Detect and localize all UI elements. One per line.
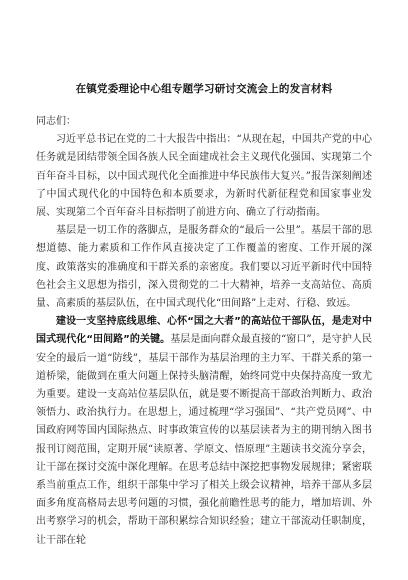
paragraph-2 xyxy=(36,222,372,313)
document-title: 在镇党委理论中心组专题学习研讨交流会上的发言材料 xyxy=(75,83,333,95)
paragraph-2-text: 基层是一切工作的落脚点，是服务群众的“最后一公里”。基层干部的思想道德、能力素质和工作作风直接决定了工作覆盖的密度、工作开展的深度、政策落实的准确度和干群关系的亲密度。我们要以习近平新时代中国特色社会主义思想为指引，深入贯彻党的二十大精神，培养一支高站位、高质量、高素质的基层队伍，在中国式现代化“田间路”上走对、行稳、致远。 xyxy=(36,225,372,310)
document-body xyxy=(36,113,372,550)
paragraph-3 xyxy=(36,313,372,550)
paragraph-3-lead: 建设一支坚持底线思维、心怀“国之大者”的高站位干部队伍，是走对中国式现代化“田间路”的关键。 xyxy=(36,316,372,346)
paragraph-1 xyxy=(36,131,372,222)
paragraph-3-text: 基层是面向群众最直接的“窗口”，是守护人民安全的最后一道“防线”，基层干部作为基层治理的主力军、干群关系的第一道桥梁，能做到在重大问题上保持头脑清醒，始终同党中央保持高度一致尤为重要。建设一支高站位基层队伍，就是要不断提高干部政治判断力、政治领悟力、政治执行力。在思想上，通过梳理“学习强国”、“共产党员网”、中国政府网等国内国际热点、时事政策宣传的以基层读者为主的期刊纳入图书报刊订阅范围，定期开展“读原著、学原文、悟原理”主题读书交流分享会，让干部在探讨交流中深化理解。在思考总结中深挖把事物发展规律；紧密联系当前重点工作，组织干部集中学习了相关上级会议精神，培养干部从多层面多角度高格局去思考问题的习惯，强化前瞻性思考的能力，增加培训、外出考察学习的机会，帮助干部积累综合知识经验；建立干部流动任职制度，让干部在轮 xyxy=(36,334,372,546)
salutation: 同志们： xyxy=(36,116,76,127)
paragraph-1-text: 习近平总书记在党的二十大报告中指出：“从现在起，中国共产党的中心任务就是团结带领全国各族人民全面建成社会主义现代化强国、实现第二个百年奋斗目标，以中国式现代化全面推进中华民族伟大复兴。”报告深刻阐述了中国式现代化的中国特色和本质要求，为新时代新征程党和国家事业发展、实现第二个百年奋斗目标指明了前进方向、确立了行动指南。 xyxy=(36,134,372,219)
